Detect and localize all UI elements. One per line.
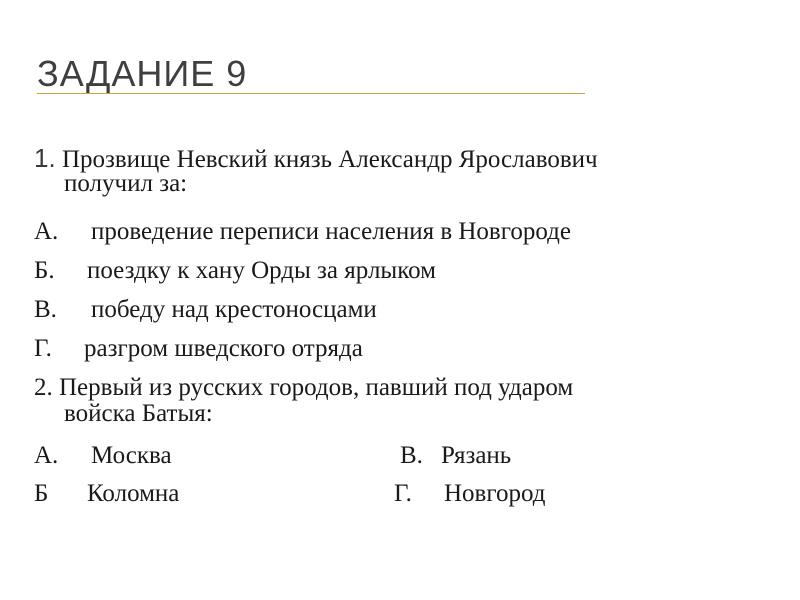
question-2-option-c: [400, 442, 511, 470]
option-text: Новгород: [444, 480, 546, 507]
option-text: разгром шведского отряда: [84, 335, 363, 362]
option-letter: В.: [400, 442, 423, 469]
question-2-option-a: [34, 442, 172, 470]
question-1-text-line-1: Прозвище Невский князь Александр Ярославович: [61, 146, 598, 173]
option-letter: А.: [34, 442, 59, 469]
option-letter: Б: [34, 480, 49, 507]
option-text: поездку к хану Орды за ярлыком: [87, 257, 436, 284]
question-1-line-2: получил за:: [64, 170, 188, 197]
question-2-option-d: [394, 480, 546, 508]
question-2-line-2: войска Батыя:: [64, 400, 213, 427]
option-letter: А.: [34, 218, 59, 245]
question-1-option-b: [34, 257, 436, 285]
option-letter: Г.: [34, 335, 52, 362]
option-text: Коломна: [87, 480, 180, 507]
question-1-option-c: [34, 296, 377, 324]
question-2-line-1: 2. Первый из русских городов, павший под ударом: [34, 374, 574, 401]
title-underline: [37, 93, 585, 94]
question-1-option-a: [34, 218, 571, 246]
option-text: Рязань: [441, 442, 512, 469]
option-letter: Г.: [394, 480, 412, 507]
question-1-number: 1.: [34, 143, 56, 173]
question-2-option-b: [34, 480, 179, 508]
option-letter: В.: [34, 296, 57, 323]
question-1-option-d: [34, 335, 363, 363]
option-text: проведение переписи населения в Новгороде: [91, 218, 571, 245]
option-text: победу над крестоносцами: [91, 296, 377, 323]
option-text: Москва: [91, 442, 172, 469]
option-letter: Б.: [34, 257, 55, 284]
slide-title: ЗАДАНИЕ 9: [37, 53, 248, 94]
